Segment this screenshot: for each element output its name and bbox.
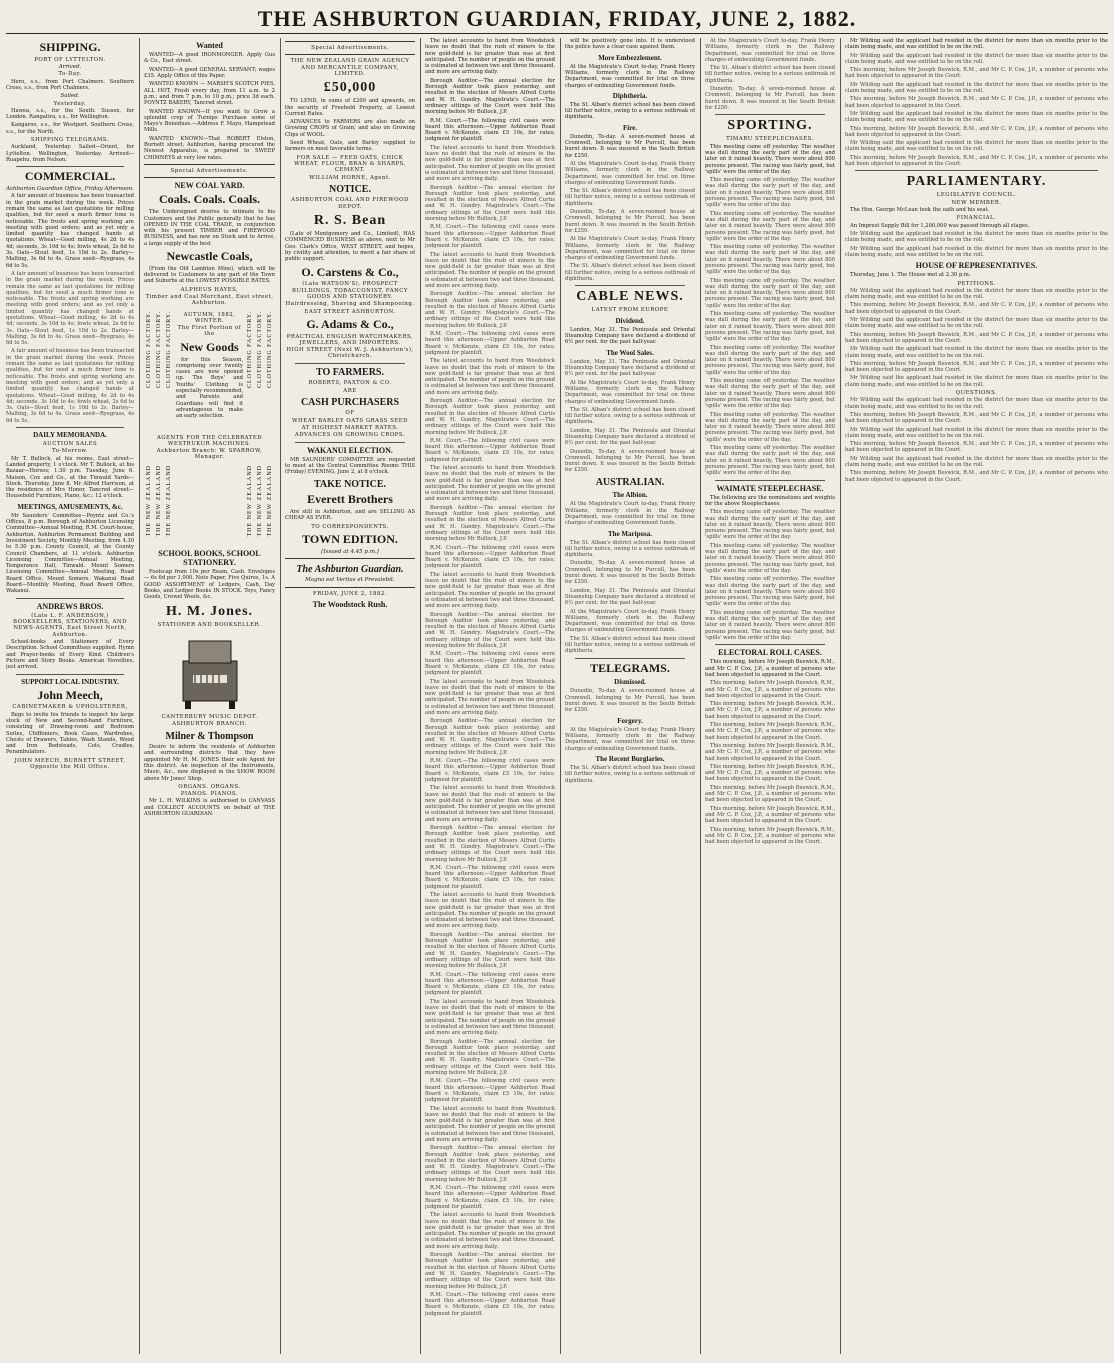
meetings-heading: MEETINGS, AMUSEMENTS, &c. — [17, 502, 123, 511]
arrived-heading: Arrived. — [58, 64, 82, 71]
news-text: Dunedin, To-day. A seven-roomed house at Cromwell, belonging to Mr Purcell, has been burnt down. It was insured in the South British for £250. — [565, 560, 695, 586]
news-text: R.M. Court.—The following civil cases were heard this afternoon:—Upper Ashburton Road Board v. McKenzie, claim £5 10s, for rates; judgment for plaintiff. — [425, 971, 555, 997]
column-6 — [705, 38, 835, 1354]
high-street-label: HIGH STREET (Next W. J. Ashburton's), Christchurch. — [286, 347, 414, 360]
shipping-telegrams-heading: SHIPPING TELEGRAMS. — [30, 137, 110, 144]
column-rule — [139, 38, 140, 1354]
news-text: Borough Auditor.—The annual election for Borough Auditor took place yesterday, and resulted in the election of Messrs Alfred Curtis and W. H. Gundry. Magistrate's Court.—The ordinary sittings of the Court were held this morning before Mr Bullock, J.P. — [425, 77, 555, 116]
carstens-heading: O. Carstens & Co., — [301, 264, 399, 279]
wanted-ad-3: WANTED KNOWN — MARSH'S SCOTCH PIES, ALL HOT, Fresh every day, from 11 a.m. to 2 p.m.; and from 7 p.m. to 10 p.m.; price 3d each. POYNTZ BAKERY, Tancred street. — [144, 81, 275, 107]
column-rule — [840, 38, 841, 1354]
news-text: This morning, before Mr Joseph Beswick, R.M., and Mr C. P. Cox, J.P., a number of persons who had been objected to appeared in the Court. — [845, 470, 1108, 483]
advances-crops-label: ADVANCES ON GROWING CROPS. — [294, 432, 406, 439]
news-text: The St. Alban's district school has been closed till further notice, owing to a serious outbreak of diphtheria. — [565, 263, 695, 283]
news-text: This morning, before Mr Joseph Beswick, R.M., and Mr C. P. Cox, J.P., a number of persons who had been objected to appeared in the Court. — [845, 154, 1108, 168]
commercial-office: Ashburton Guardian Office, Friday Afternoon. — [6, 186, 134, 193]
new-member-heading: NEW MEMBER. — [951, 199, 1002, 206]
wanted-ad-1: WANTED—A good IRONMONGER. Apply Gus & Co., East street. — [144, 52, 275, 65]
news-text: The latest accounts to hand from Woodstock leave no doubt that the rush of miners to the new gold-field is far greater than was at first anticipated. The number of people on the ground is estimated at between two and three thousand, and more are arriving daily. — [425, 144, 555, 183]
are-label: ARE — [343, 387, 357, 394]
news-text: Mr Wilding said the applicant had resided in the district for more than six months prior to the claim being made, and was entitled to be on the roll. — [845, 140, 1108, 153]
clothing-factory-block — [144, 311, 275, 431]
news-text: R.M. Court.—The following civil cases were heard this afternoon:—Upper Ashburton Road Board v. McKenzie, claim £5 10s, for rates; judgment for plaintiff. — [425, 224, 555, 250]
column-rule — [420, 38, 421, 1354]
loan-amount: £50,000 — [323, 80, 377, 96]
news-text: R.M. Court.—The following civil cases were heard this afternoon:—Upper Ashburton Road Board v. McKenzie, claim £5 10s, for rates; judgment for plaintiff. — [425, 437, 555, 463]
news-text: This morning, before Mr Joseph Beswick, R.M., and Mr C. P. Cox, J.P., a number of persons who had been objected to appeared in the Court. — [705, 680, 835, 699]
column-3 — [285, 38, 415, 1354]
clothing-factory-label: CLOTHING FACTORY. — [256, 310, 263, 388]
news-text: will be positively gone into. It is understood the police have a clear case against them. — [565, 38, 695, 51]
news-text: This morning, before Mr Joseph Beswick, R.M., and Mr C. P. Cox, J.P., a number of persons who had been objected to appeared in the Court. — [705, 805, 835, 825]
hairdressing-label: Hairdressing, Shaving and Shampooing. — [285, 301, 415, 308]
seed-text: Seed Wheat, Oats, and Barley supplied to farmers on most favorable terms. — [285, 140, 415, 153]
news-text: This morning, before Mr Joseph Beswick, R.M., and Mr C. P. Cox, J.P., a number of persons who had been objected to appeared in the Court. — [705, 784, 835, 804]
news-text: This morning, before Mr Joseph Beswick, R.M., and Mr C. P. Cox, J.P., a number of persons who had been objected to appeared in the Court. — [705, 659, 835, 678]
wanted-ad-5: WANTED KNOWN—That ROBERT Elston, Burnett street, Ashburton, having procured the Newest Apparatus, is prepared to SWEEP CHIMNEYS at very low rates. — [144, 135, 275, 161]
news-text: The latest accounts to hand from Woodstock leave no doubt that the rush of miners to the new gold-field is far greater than was at first anticipated. The number of people on the ground is estimated at between two and three thousand, and more are arriving daily. — [425, 1105, 555, 1143]
to-farmers-heading: TO FARMERS. — [316, 366, 384, 378]
column-1 — [6, 38, 134, 1354]
news-text: Borough Auditor.—The annual election for Borough Auditor took place yesterday, and resulted in the election of Messrs Alfred Curtis and W. H. Gundry. Magistrate's Court.—The ordinary sittings of the Court were held this morning before Mr Bullock, J.P. — [425, 291, 555, 329]
news-text: At the Magistrate's Court to-day, Frank Henry Williams, formerly clerk in the Railway Department, was committed for trial on three charges of embezzling Government funds. — [565, 63, 695, 89]
notice-heading: NOTICE. — [329, 183, 371, 195]
news-text: Mr Wilding said the applicant had resided in the district for more than six months prior to the claim being made, and was entitled to be on the roll. — [845, 317, 1108, 330]
commercial-heading: COMMERCIAL. — [24, 169, 116, 184]
news-text: Borough Auditor.—The annual election for Borough Auditor took place yesterday, and resulted in the election of Messrs Alfred Curtis and W. H. Gundry. Magistrate's Court.—The ordinary sittings of the Court were held this morning before Mr Bullock, J.P. — [425, 825, 555, 863]
nz-label: THE NEW ZEALAND — [156, 464, 162, 537]
wakanui-election-heading: WAKANUI ELECTION. — [307, 445, 393, 455]
news-text: This meeting came off yesterday. The weather was dull during the early part of the day, and later on it rained heavily. There were about 800 persons present. The racing was fairly good, but 'spills' were the order of the day. — [705, 277, 835, 309]
support-heading: SUPPORT LOCAL INDUSTRY. — [21, 677, 119, 686]
news-text: The St. Alban's district school has been closed till further notice, owing to a serious outbreak of diphtheria. — [565, 406, 695, 426]
dividend-heading: Dividend. — [615, 316, 645, 325]
financial-heading: FINANCIAL. — [956, 215, 997, 222]
masthead-title: THE ASHBURTON GUARDIAN, FRIDAY, JUNE 2, 1882. — [257, 6, 857, 31]
news-text: Borough Auditor.—The annual election for Borough Auditor took place yesterday, and resulted in the election of Messrs Alfred Curtis and W. H. Gundry. Magistrate's Court.—The ordinary sittings of the Court were held this morning before Mr Bullock, J.P. — [425, 398, 555, 436]
sailed-heading: Sailed. — [60, 93, 80, 100]
news-text: Mr Wilding said the applicant had resided in the district for more than six months prior to the claim being made, and was entitled to be on the roll. — [845, 38, 1108, 51]
first-portion-label: The First Portion of the — [177, 325, 242, 338]
horne-agent: WILLIAM HORNE, Agent. — [309, 174, 391, 181]
news-text: This morning, before Mr Joseph Beswick, R.M., and Mr C. P. Cox, J.P., a number of persons who had been objected to appeared in the Court. — [845, 67, 1108, 80]
news-text: This meeting came off yesterday. The weather was dull during the early part of the day, and later on it rained heavily. There were about 800 persons present. The racing was fairly good, but 'spills' were the order of the day. — [705, 344, 835, 376]
news-text: London, May 31. The Peninsula and Oriental Steamship Company have declared a dividend of 6½ per cent. for the past half-year. — [565, 587, 695, 607]
commercial-text: A fair amount of business has been transacted in the grain market during the week. Prices remain the same as last quotations for milling qualities, but for seed a much firmer tone is noticeable. The frosts and spring working are meeting with good orders; and as yet only a limited quantity has changed hands at quotations. Wheat—Good milling, 4s 2d to 4s 4d; seconds, 3s 10d to 4s; fowls wheat, 2s 6d to 3s. Oats—Stout feed, 1s 10d to 2s. Barley—Malting, 3s 6d to 4s. Grass seed—Ryegrass, 4s 6d to 5s. — [6, 193, 134, 269]
clothing-factory-label: CLOTHING FACTORY. — [166, 310, 172, 388]
shipping-telegrams-text: Auckland, Yesterday. Sailed—Orient, for Lyttelton. Wellington, Yesterday. Arrived—Ruapehu, from Nelson. — [6, 144, 134, 163]
column-4 — [425, 38, 555, 1354]
andrews-heading: ANDREWS BROS. — [36, 601, 104, 611]
autumn-winter-label: AUTUMN, 1882, WINTER. — [183, 311, 236, 324]
coal-text: The Undersigned desires to intimate to his Customers and the Public generally that he has OPENED IN THE COAL TRADE, in conjunction with his present TIMBER and FIREWOOD BUSINESS, and has now on Stock and to Arrive, a large supply of the best — [144, 209, 275, 247]
news-text: The St. Alban's district school has been closed till further notice, owing to a serious outbreak of diphtheria. — [565, 635, 695, 655]
issue-date: FRIDAY, JUNE 2, 1882. — [312, 590, 388, 597]
news-text: R.M. Court.—The following civil cases were heard this afternoon:—Upper Ashburton Road Board v. McKenzie, claim £5 10s, for rates; judgment for plaintiff. — [425, 544, 555, 570]
agents-label: AGENTS FOR THE CELEBRATED WESTRUKUR MACHINES. — [156, 434, 263, 447]
news-text: Borough Auditor.—The annual election for Borough Auditor took place yesterday, and resulted in the election of Messrs Alfred Curtis and W. H. Gundry. Magistrate's Court.—The ordinary sittings of the Court were held this morning before Mr Bullock, J.P. — [425, 1252, 555, 1290]
milner-heading: Milner & Thompson — [165, 730, 254, 742]
clothing-factory-label: CLOTHING FACTORY. — [246, 310, 253, 388]
news-text: The latest accounts to hand from Woodstock leave no doubt that the rush of miners to the new gold-field is far greater than was at first anticipated. The number of people on the ground is estimated at between two and three thousand, and more are arriving daily. — [425, 465, 555, 503]
news-text: London, May 31. The Peninsula and Oriental Steamship Company have declared a dividend of 6½ per cent. for the past half-year. — [565, 358, 695, 378]
news-text: At the Magistrate's Court to-day, Frank Henry Williams, formerly clerk in the Railway Department, was committed for trial on three charges of embezzling Government funds. — [705, 38, 835, 63]
column-5 — [565, 38, 695, 1354]
commercial-text-cont: A fair amount of business has been transacted in the grain market during the week. Prices remain the same as last quotations for milling qualities, but for seed a much firmer tone is noticeable. The frosts and spring working are meeting with good orders; and as yet only a limited quantity has changed hands at quotations. Wheat—Good milling, 4s 2d to 4s 4d; seconds, 3s 10d to 4s; fowls wheat, 2s 6d to 3s. Oats—Stout feed, 1s 10d to 2s. Barley—Malting, 3s 6d to 4s. Grass seed—Ryegrass, 4s 6d to 5s. — [6, 270, 134, 347]
news-text: The St. Alban's district school has been closed till further notice, owing to a serious outbreak of diphtheria. — [565, 188, 695, 207]
telegrams-heading: TELEGRAMS. — [590, 660, 670, 675]
news-text: This meeting came off yesterday. The weather was dull during the early part of the day, and later on it rained heavily. There were about 800 persons present. The racing was fairly good, but 'spills' were the order of the day. — [705, 378, 835, 410]
guardian-title: The Ashburton Guardian. — [296, 563, 404, 575]
news-text: This morning, before Mr Joseph Beswick, R.M., and Mr C. P. Cox, J.P., a number of persons who had been objected to appeared in the Court. — [845, 302, 1108, 315]
news-text: This morning, before Mr Joseph Beswick, R.M., and Mr C. P. Cox, J.P., a number of persons who had been objected to appeared in the Court. — [845, 441, 1108, 454]
andrews-text: School-books and Stationery of Every Description. School Committees supplied. Hymn and Prayer-books of Every Kind. Children's Picture and Story Books. American Novelties, just arrived. — [6, 639, 134, 671]
wool-heading: The Wool Sales. — [606, 348, 654, 357]
news-text: At the Magistrate's Court to-day, Frank Henry Williams, formerly clerk in the Railway Department, was committed for trial on three charges of embezzling Government funds. — [565, 726, 695, 752]
hayes-sub: Timber and Coal Merchant, East street, Ashburton. — [145, 293, 274, 307]
news-text: The Hon. George McLean took the oath and his seat. — [850, 207, 990, 214]
roberts-paxton-label: ROBERTS, PAXTON & CO. — [308, 380, 392, 387]
news-text: R.M. Court.—The following civil cases were heard this afternoon:—Upper Ashburton Road Board v. McKenzie, claim £5 10s, for rates; judgment for plaintiff. — [425, 1291, 555, 1317]
clothing-factory-label: CLOTHING FACTORY. — [266, 310, 273, 388]
news-text: R.M. Court.—The following civil cases were heard this afternoon:—Upper Ashburton Road Board v. McKenzie, claim £5 10s, for rates; judgment for plaintiff. — [425, 758, 555, 783]
news-text: Mr Wilding said the applicant had resided in the district for more than six months prior to the claim being made, and was entitled to be on the roll. — [845, 52, 1108, 65]
news-text: This morning, before Mr Joseph Beswick, R.M., and Mr C. P. Cox, J.P., a number of persons who had been objected to appeared in the Court. — [845, 96, 1108, 109]
wilkins-notice: Mr L. H. WILKINS is authorised to CANVASS and COLLECT ACCOUNTS on behalf of THE ASHBURTON GUARDIAN. — [144, 798, 275, 818]
news-text: At the Magistrate's Court to-day, Frank Henry Williams, formerly clerk in the Railway Department, was committed for trial on three charges of embezzling Government funds. — [565, 161, 695, 186]
woodstock-heading: The Woodstock Rush. — [312, 600, 388, 610]
news-text: The latest accounts to hand from Woodstock leave no doubt that the rush of miners to the new gold-field is far greater than was at first anticipated. The number of people on the ground is estimated at between two and three thousand, and more are arriving daily. — [425, 998, 555, 1037]
nz-label: THE NEW ZEALAND — [266, 464, 273, 537]
meech-text: Begs to invite his friends to inspect his large stock of New and Second-hand Furniture, consisting of Drawing-room and Bedroom Suites, Chiffoniers, Book Cases, Wardrobes, Chests of Drawers, Tables, Wash Stands, Wood and Iron Bedsteads, Cots, Cradles, Perambulators. — [6, 711, 134, 756]
forgery-heading: Forgery. — [617, 716, 643, 725]
newcastle-text: (From the Old Lambton Mine), which will be delivered to Customers to any part of the Town and Suburbs at the LOWEST POSSIBLE RATES. — [144, 265, 275, 285]
hayes-name: ALPHEUS HAYES, — [180, 286, 239, 293]
nz-label: THE NEW ZEALAND — [246, 464, 253, 537]
meech-footer: JOHN MEECH, BURNETT STREET, Opposite the Mill Office. — [14, 757, 126, 771]
column-rule — [280, 38, 281, 1354]
sporting-heading: SPORTING. — [727, 118, 813, 134]
column-rule — [700, 38, 701, 1354]
burglaries-heading: The Recent Burglaries. — [595, 754, 665, 763]
news-text: At the Magistrate's Court to-day, Frank Henry Williams, formerly clerk in the Railway Department, was committed for trial on three charges of embezzling Government funds. — [565, 608, 695, 634]
news-text: Dunedin, To-day. A seven-roomed house at Cromwell, belonging to Mr Purcell, has been burnt down. It was insured in the South British for £250. — [705, 86, 835, 111]
bean-text: (Late of Montgomery and Co., Limited), HAS COMMENCED BUSINESS as above, next to Mr Geo. Clark's Office, WEST STREET, and hopes, by civility and attention, to merit a fair share of public support. — [285, 231, 415, 263]
news-text: London, May 31. The Peninsula and Oriental Steamship Company have declared a dividend of 6½ per cent. for the past half-year. — [565, 326, 695, 346]
nz-grain-heading: THE NEW ZEALAND GRAIN AGENCY AND MERCANTILE COMPANY, LIMITED. — [290, 58, 410, 77]
news-text: Borough Auditor.—The annual election for Borough Auditor took place yesterday, and resulted in the election of Messrs Alfred Curtis and W. H. Gundry. Magistrate's Court.—The ordinary sittings of the Court were held this morning before Mr Bullock, J.P. — [425, 1038, 555, 1077]
news-text: This meeting came off yesterday. The weather was dull during the early part of the day, and later on it rained heavily. There were about 800 persons present. The racing was fairly good, but 'spills' were the order of the day. — [705, 576, 835, 608]
news-text: R.M. Court.—The following civil cases were heard this afternoon:—Upper Ashburton Road Board v. McKenzie, claim £5 10s, for rates; judgment for plaintiff. — [425, 331, 555, 356]
everett-heading: Everett Brothers — [307, 492, 393, 507]
new-coal-yard-heading: NEW COAL YARD. — [174, 181, 245, 191]
column-rule — [560, 38, 561, 1354]
news-text: This morning, before Mr Joseph Beswick, R.M., and Mr C. P. Cox, J.P., a number of persons who had been objected to appeared in the Court. — [705, 763, 835, 783]
news-text: Thursday, June 1. The House met at 2.30 p.m. — [850, 272, 971, 279]
news-text: This morning, before Mr Joseph Beswick, R.M., and Mr C. P. Cox, J.P., a number of persons who had been objected to appeared in the Court. — [845, 360, 1108, 374]
meech-heading: John Meech, — [37, 687, 103, 702]
news-text: The St. Alban's district school has been closed till further notice, owing to a serious outbreak of diphtheria. — [565, 101, 695, 121]
news-text: This morning, before Mr Joseph Beswick, R.M., and Mr C. P. Cox, J.P., a number of persons who had been objected to appeared in the Court. — [705, 722, 835, 741]
news-text: Mr Wilding said the applicant had resided in the district for more than six months prior to the claim being made, and was entitled to be on the roll. — [845, 81, 1108, 95]
news-text: An Imprest Supply Bill for 1,200,000 was passed through all stages. — [850, 222, 1030, 229]
news-text: R.M. Court.—The following civil cases were heard this afternoon:—Upper Ashburton Road Board v. McKenzie, claim £5 10s, for rates; judgment for plaintiff. — [425, 1078, 555, 1104]
nz-label: THE NEW ZEALAND — [146, 464, 152, 537]
news-text: This meeting came off yesterday. The weather was dull during the early part of the day, and later on it rained heavily. There were about 800 persons present. The racing was fairly good, but 'spills' were the order of the day. — [705, 509, 835, 541]
sailings-text: Hawea, s.s., for the South. Sussex, for London. Rangatira, s.s., for Wellington. — [6, 107, 134, 121]
nz-label: THE NEW ZEALAND — [166, 464, 172, 537]
new-goods-text: for this Season, comprising over twenty cases are now opened up. The Boys' and Youths' Clothing is especially recommended, and Parents and Guardians will find it advantageous to make an early selection. — [176, 356, 243, 420]
sailings-text-2: Kangaroo, s.s., for Westport. Southern Cross, s.s., for the North. — [6, 122, 134, 135]
petitions-heading: PETITIONS. — [957, 280, 996, 287]
mariposa-heading: The Mariposa. — [608, 529, 652, 538]
australian-heading: AUSTRALIAN. — [595, 476, 665, 488]
east-street-label: EAST STREET ASHBURTON. — [304, 308, 396, 315]
news-text: The latest accounts to hand from Woodstock leave no doubt that the rush of miners to the new gold-field is far greater than was at first anticipated. The number of people on the ground is estimated at between two and three thousand, and more are arriving daily. — [425, 571, 555, 610]
news-text: This meeting came off yesterday. The weather was dull during the early part of the day, and later on it rained heavily. There were about 800 persons present. The racing was fairly good, but 'spills' were the order of the day. — [705, 143, 835, 175]
hm-jones-sub: STATIONER AND BOOKSELLER. — [157, 621, 262, 628]
news-text: This meeting came off yesterday. The weather was dull during the early part of the day, and later on it rained heavily. There were about 800 persons present. The racing was fairly good, but 'spills' were the order of the day. — [705, 177, 835, 209]
news-text: The St. Alban's district school has been closed till further notice, owing to a serious outbreak of diphtheria. — [705, 65, 835, 84]
meech-sub: CABINETMAKER & UPHOLSTERER, — [12, 704, 128, 711]
guardian-motto: Magna est Veritas et Prevalebit. — [305, 577, 395, 584]
questions-heading: QUESTIONS. — [955, 390, 998, 397]
saunders-notice: MR SAUNDERS' COMMITTEE are requested to meet at the Central Committee Rooms THIS (Friday) EVENING, June 2, at 8 o'clock. — [285, 456, 415, 476]
news-text: This meeting came off yesterday. The weather was dull during the early part of the day, and later on it rained heavily. There were about 800 persons present. The racing was fairly good, but 'spills' were the order of the day. — [705, 244, 835, 276]
coals-heading: Coals. Coals. Coals. — [158, 192, 260, 207]
news-text: Dunedin, To-day. A seven-roomed house at Cromwell, belonging to Mr Purcell, has been burnt down. It was insured in the South British for £250. — [565, 209, 695, 234]
news-text: Mr Wilding said the applicant had resided in the district for more than six months prior to the claim being made, and was entitled to be on the roll. — [845, 375, 1108, 388]
news-text: This morning, before Mr Joseph Beswick, R.M., and Mr C. P. Cox, J.P., a number of persons who had been objected to appeared in the Court. — [705, 701, 835, 720]
port-heading: PORT OF LYTTELTON. — [34, 56, 106, 63]
tomorrow-label: To-Morrow. — [51, 448, 89, 455]
coal-depot-label: ASHBURTON COAL AND FIREWOOD DEPOT. — [291, 197, 409, 210]
timaru-heading: TIMARU STEEPLECHASES. — [726, 136, 814, 143]
news-text: R.M. Court.—The following civil cases were heard this afternoon:—Upper Ashburton Road Board v. McKenzie, claim £5 10s, for rates; judgment for plaintiff. — [425, 864, 555, 890]
meetings-text: Mr Saunders' Committee—Poyntz and Co.'s Offices, 8 p.m. Borough of Ashburton Licensing Committee—Annual Meeting, R.M. Court-house, Ashburton. Ashburton Permanent Building and Investment Society, Monthly Meeting, from 4.30 to 5.30 p.m. County Council, at the County Council Chambers, at 11 o'clock. Ashburton Licensing Committee—Annual Meeting, Temperance Hall, Tinwald. Mount Somers Licensing Committee—Annual Meeting, Road Board Office, Mount Somers. Wakanui Road Board—Monthly Meeting, Road Board Office, Wakanui. — [6, 512, 134, 595]
news-text: The latest accounts to hand from Woodstock leave no doubt that the rush of miners to the new gold-field is far greater than was at first anticipated. The number of people on the ground is estimated at between two and three thousand, and more are arriving daily. — [425, 38, 555, 76]
andrews-sub: (Late L. F. ANDERSON,) BOOKSELLERS, STATIONERS, AND NEWS-AGENTS, East Street North, Ashburton. — [13, 612, 127, 638]
news-text: London, May 31. The Peninsula and Oriental Steamship Company have declared a dividend of 6½ per cent. for the past half-year. — [565, 427, 695, 447]
news-text: The latest accounts to hand from Woodstock leave no doubt that the rush of miners to the new gold-field is far greater than was at first anticipated. The number of people on the ground is estimated at between two and three thousand, and more are arriving daily. — [425, 785, 555, 823]
correspondents-heading: TO CORRESPONDENTS. — [311, 523, 389, 530]
news-text: Mr Wilding said the applicant had resided in the district for more than six months prior to the claim being made, and was entitled to be on the roll. — [845, 110, 1108, 124]
news-text: This meeting came off yesterday. The weather was dull during the early part of the day, and later on it rained heavily. There were about 800 persons present. The racing was fairly good, but 'spills' were the order of the day. — [705, 210, 835, 242]
news-text: Borough Auditor.—The annual election for Borough Auditor took place yesterday, and resulted in the election of Messrs Alfred Curtis and W. H. Gundry. Magistrate's Court.—The ordinary sittings of the Court were held this morning before Mr Bullock, J.P. — [425, 611, 555, 650]
column-2 — [144, 38, 275, 1354]
issued-label: [Issued at 4.45 p.m.] — [321, 548, 379, 555]
adams-heading: G. Adams & Co., — [306, 316, 394, 331]
shipping-heading: SHIPPING. — [39, 40, 101, 54]
diphtheria-heading: Diphtheria. — [612, 91, 648, 100]
ashburton-branch-label: ASHBURTON BRANCH. — [172, 721, 247, 728]
cash-purchasers-heading: CASH PURCHASERS — [300, 396, 400, 408]
news-text: Dunedin, To-day. A seven-roomed house at Cromwell, belonging to Mr Purcell, has been burnt down. It was insured in the South British for £250. — [565, 448, 695, 474]
wanted-ad-4: WANTED KNOWN—If you want to Grow a splendid crop of Turnips Purchase some of Mayo's Boneduse.—Address F. Mayo, Hampstead Mills. — [144, 108, 275, 134]
news-text: Dunedin, To-day. A seven-roomed house at Cromwell, belonging to Mr Purcell, has been burnt down. It was insured in the South British for £250. — [565, 133, 695, 159]
cable-news-sub: LATEST FROM EUROPE — [591, 307, 669, 314]
newcastle-heading: Newcastle Coals, — [166, 249, 253, 263]
lend-text: TO LEND, in sums of £200 and upwards, on the security of Freehold Property, at Lowest Current Rates. — [285, 98, 415, 117]
news-text: The latest accounts to hand from Woodstock leave no doubt that the rush of miners to the new gold-field is far greater than was at first anticipated. The number of people on the ground is estimated at between two and three thousand, and more are arriving daily. — [425, 358, 555, 396]
grains-list: WHEAT BARLEY OATS GRASS SEED — [292, 417, 408, 424]
auction-sales-heading: AUCTION SALES — [42, 441, 98, 448]
news-text: This morning, before Mr Joseph Beswick, R.M., and Mr C. P. Cox, J.P., a number of persons who had been objected to appeared in the Court. — [845, 331, 1108, 344]
waimate-heading: WAIMATE STEEPLECHASE. — [716, 483, 824, 493]
pianos-label: PIANOS. PIANOS. — [180, 791, 239, 798]
news-text: At the Magistrate's Court to-day, Frank Henry Williams, formerly clerk in the Railway Department, was committed for trial on three charges of embezzling Government funds. — [565, 379, 695, 405]
masthead-rule — [6, 33, 1108, 34]
special-ads-heading: Special Advertisements. — [170, 167, 249, 174]
wanted-heading: Wanted — [196, 41, 223, 50]
legislative-heading: LEGISLATIVE COUNCIL. — [936, 192, 1017, 199]
news-text: This meeting came off yesterday. The weather was dull during the early part of the day, and later on it rained heavily. There were about 800 persons present. The racing was fairly good, but 'spills' were the order of the day. — [705, 542, 835, 574]
news-text: Dunedin, To-day. A seven-roomed house at Cromwell, belonging to Mr Purcell, has been burnt down. It was insured in the South British for £250. — [565, 688, 695, 714]
column-7 — [845, 38, 1108, 1354]
clothing-factory-label: CLOTHING FACTORY. — [156, 310, 162, 388]
news-text: Borough Auditor.—The annual election for Borough Auditor took place yesterday, and resulted in the election of Messrs Alfred Curtis and W. H. Gundry. Magistrate's Court.—The ordinary sittings of the Court were held this morning before Mr Bullock, J.P. — [425, 504, 555, 543]
news-text: The latest accounts to hand from Woodstock leave no doubt that the rush of miners to the new gold-field is far greater than was at first anticipated. The number of people on the ground is estimated at between two and three thousand, and more are arriving daily. — [425, 892, 555, 930]
news-text: Mr Wilding said the applicant had resided in the district for more than six months prior to the claim being made, and was entitled to be on the roll. — [845, 346, 1108, 359]
news-text: Borough Auditor.—The annual election for Borough Auditor took place yesterday, and resulted in the election of Messrs Alfred Curtis and W. H. Gundry. Magistrate's Court.—The ordinary sittings of the Court were held this morning before Mr Bullock, J.P. — [425, 184, 555, 223]
highest-rates-label: AT HIGHEST MARKET RATES. — [301, 424, 399, 431]
organ-illustration — [175, 631, 245, 711]
embezzlement-heading: More Embezzlement. — [598, 53, 662, 62]
news-text: The following are the nominations and weights for the above Steeplechases. — [705, 494, 835, 507]
news-text: Mr Wilding said the applicant had resided in the district for more than six months prior to the claim being made, and was entitled to be on the roll. — [845, 455, 1108, 469]
advances-text: ADVANCES to FARMERS are also made on Growing CROPS of Grain; and also on Growing Clips of WOOL. — [285, 119, 415, 138]
new-goods-heading: New Goods — [180, 339, 239, 354]
electoral-heading: ELECTORAL ROLL CASES. — [718, 648, 822, 658]
parliamentary-heading: PARLIAMENTARY. — [906, 174, 1047, 190]
news-text: R.M. Court.—The following civil cases were heard this afternoon:—Upper Ashburton Road Board v. McKenzie, claim £5 10s, for rates; judgment for plaintiff. — [425, 651, 555, 677]
news-text: The St. Alban's district school has been closed till further notice, owing to a serious outbreak of diphtheria. — [565, 764, 695, 784]
news-text: This morning, before Mr Joseph Beswick, R.M., and Mr C. P. Cox, J.P., a number of persons who had been objected to appeared in the Court. — [705, 742, 835, 762]
today-label: To-Day. — [58, 71, 82, 78]
daily-memoranda-heading: DAILY MEMORANDA. — [33, 431, 107, 440]
carstens-sub: (Late WATSON'S), PROSPECT BUILDINGS, TOBACCONIST, FANCY GOODS AND STATIONERY. — [292, 281, 408, 300]
news-text: This meeting came off yesterday. The weather was dull during the early part of the day, and later on it rained heavily. There were about 800 persons present. The racing was fairly good, but 'spills' were the order of the day. — [705, 411, 835, 443]
everett-text: Are still in Ashburton, and are SELLING AS CHEAP AS EVER. — [285, 508, 415, 522]
milner-text: Desire to inform the residents of Ashburton and surrounding districts that they have appointed Mr H. M. JONES their sole Agent for this district. An inspection of the Instruments, Music, &c., now displayed in the SHOW ROOM above Mr Jones' Shop. — [144, 744, 275, 782]
news-text: The latest accounts to hand from Woodstock leave no doubt that the rush of miners to the new gold-field is far greater than was at first anticipated. The number of people on the ground is estimated at between two and three thousand, and more are arriving daily. — [425, 1212, 555, 1250]
organs-label: ORGANS. ORGANS. — [178, 783, 241, 790]
dismissed-heading: Dismissed. — [614, 678, 646, 687]
take-notice-heading: TAKE NOTICE. — [313, 478, 387, 490]
commercial-text-cont-2: A fair amount of business has been transacted in the grain market during the week. Prices remain the same as last quotations for milling qualities, but for seed a much firmer tone is noticeable. The frosts and spring working are meeting with good orders; and as yet only a limited quantity has changed hands at quotations. Wheat—Good milling, 4s 2d to 4s 4d; seconds, 3s 10d to 4s; fowls wheat, 2s 6d to 3s. Oats—Stout feed, 1s 10d to 2s. Barley—Malting, 3s 6d to 4s. Grass seed—Ryegrass, 4s 6d to 5s. — [6, 348, 134, 424]
albion-heading: The Albion. — [612, 491, 648, 500]
news-text: This meeting came off yesterday. The weather was dull during the early part of the day, and later on it rained heavily. There were about 800 persons present. The racing was fairly good, but 'spills' were the order of the day. — [705, 311, 835, 343]
adams-sub: PRACTICAL ENGLISH WATCHMAKERS, JEWELLERS, AND IMPORTERS. — [286, 333, 414, 346]
branch-label: Ashburton Branch: W. SPARROW, Manager. — [156, 448, 263, 461]
town-edition-heading: TOWN EDITION. — [302, 531, 398, 546]
news-text: The latest accounts to hand from Woodstock leave no doubt that the rush of miners to the new gold-field is far greater than was at first anticipated. The number of people on the ground is estimated at between two and three thousand, and more are arriving daily. — [425, 678, 555, 716]
fire-heading: Fire. — [622, 123, 638, 132]
news-text: Borough Auditor.—The annual election for Borough Auditor took place yesterday, and resulted in the election of Messrs Alfred Curtis and W. H. Gundry. Magistrate's Court.—The ordinary sittings of the Court were held this morning before Mr Bullock, J.P. — [425, 931, 555, 970]
for-sale-text: FOR SALE — FEED OATS, CHICK WHEAT, FLOUR, BRAN & SHARPS, CEMENT. — [294, 154, 406, 174]
news-text: Mr Wilding said the applicant had resided in the district for more than six months prior to the claim being made, and was entitled to be on the roll. — [845, 397, 1108, 410]
new-zealand-block — [144, 465, 275, 545]
of-label: OF — [345, 410, 355, 417]
clothing-factory-label: CLOTHING FACTORY. — [146, 310, 152, 388]
news-text: This meeting came off yesterday. The weather was dull during the early part of the day, and later on it rained heavily. There were about 800 persons present. The racing was fairly good, but 'spills' were the order of the day. — [705, 609, 835, 641]
cable-news-heading: CABLE NEWS. — [576, 289, 684, 305]
yesterday-label: Yesterday. — [53, 100, 87, 107]
news-text: Borough Auditor.—The annual election for Borough Auditor took place yesterday, and resulted in the election of Messrs Alfred Curtis and W. H. Gundry. Magistrate's Court.—The ordinary sittings of the Court were held this morning before Mr Bullock, J.P. — [425, 1145, 555, 1183]
news-text: R.M. Court.—The following civil cases were heard this afternoon:—Upper Ashburton Road Board v. McKenzie, claim £5 10s, for rates; judgment for plaintiff. — [425, 1185, 555, 1210]
news-text: At the Magistrate's Court to-day, Frank Henry Williams, formerly clerk in the Railway Department, was committed for trial on three charges of embezzling Government funds. — [565, 501, 695, 527]
canterbury-music-heading: CANTERBURY MUSIC DEPOT. — [161, 714, 258, 721]
news-text: The latest accounts to hand from Woodstock leave no doubt that the rush of miners to the new gold-field is far greater than was at first anticipated. The number of people on the ground is estimated at between two and three thousand, and more are arriving daily. — [425, 251, 555, 289]
nz-label: THE NEW ZEALAND — [256, 464, 263, 537]
news-text: R.M. Court.—The following civil cases were heard this afternoon:—Upper Ashburton Road Board v. McKenzie, claim £5 10s, for rates; judgment for plaintiff. — [425, 117, 555, 143]
wanted-ad-2: WANTED—A good GENERAL SERVANT; wages £35. Apply Office of this Paper. — [144, 66, 275, 80]
special-ads-heading: Special Advertisements. — [311, 45, 389, 51]
news-text: The St. Alban's district school has been closed till further notice, owing to a serious outbreak of diphtheria. — [565, 539, 695, 559]
news-text: Borough Auditor.—The annual election for Borough Auditor took place yesterday, and resulted in the election of Messrs Alfred Curtis and W. H. Gundry. Magistrate's Court.—The ordinary sittings of the Court were held this morning before Mr Bullock, J.P. — [425, 718, 555, 756]
school-books-heading: SCHOOL BOOKS, SCHOOL STATIONERY. — [158, 548, 261, 567]
house-heading: HOUSE OF REPRESENTATIVES. — [915, 261, 1038, 271]
hm-jones-heading: H. M. Jones. — [165, 603, 254, 619]
news-text: This morning, before Mr Joseph Beswick, R.M., and Mr C. P. Cox, J.P., a number of persons who had been objected to appeared in the Court. — [845, 411, 1108, 425]
bean-heading: R. S. Bean — [313, 212, 387, 228]
news-text: This morning, before Mr Joseph Beswick, R.M., and Mr C. P. Cox, J.P., a number of persons who had been objected to appeared in the Court. — [705, 826, 835, 846]
news-text: At the Magistrate's Court to-day, Frank Henry Williams, formerly clerk in the Railway Department, was committed for trial on three charges of embezzling Government funds. — [565, 236, 695, 262]
news-text: This meeting came off yesterday. The weather was dull during the early part of the day, and later on it rained heavily. There were about 800 persons present. The racing was fairly good, but 'spills' were the order of the day. — [705, 445, 835, 477]
news-text: Mr Wilding said the applicant had resided in the district for more than six months prior to the claim being made, and was entitled to be on the roll. — [845, 426, 1108, 439]
news-text: Mr Wilding said the applicant had resided in the district for more than six months prior to the claim being made, and was entitled to be on the roll. — [845, 287, 1108, 301]
school-books-text: Foolscap from 10s per Ream, Cash. Envelopes — 6s 6d per 1,000. Note Paper, Five Quires, 1s. A GOOD ASSORTMENT of Ledgers, Cash, Day Books, and Ledger Books IN STOCK. Toys, Fancy Goods, Crewel Wools, &c. — [144, 569, 275, 601]
memoranda-text: Mr T. Bullock, at his rooms, East street—Landed property, 1 o'clock. Mr T. Bullock, at his Bazaar—Horses; 1.30 p.m. Tuesday, June 6. Maison, Cox and Co., at the Tinwald Yards—Stock. Thursday, June 8. Mr Alfred Harrison, at the residence of Mrs Honor, Tancred street—Household Furniture, Piano, &c.; 12 o'clock. — [6, 455, 134, 500]
news-text: Mr Wilding said the applicant had resided in the district for more than six months prior to the claim being made, and was entitled to be on the roll. — [845, 245, 1108, 258]
news-text: This morning, before Mr Joseph Beswick, R.M., and Mr C. P. Cox, J.P., a number of persons who had been objected to appeared in the Court. — [845, 125, 1108, 138]
news-text: Mr Wilding said the applicant had resided in the district for more than six months prior to the claim being made, and was entitled to be on the roll. — [845, 230, 1108, 244]
arrivals-text: Hero, s.s., from Port Chalmers. Southern Cross, s.s., from Port Chalmers. — [6, 78, 134, 91]
